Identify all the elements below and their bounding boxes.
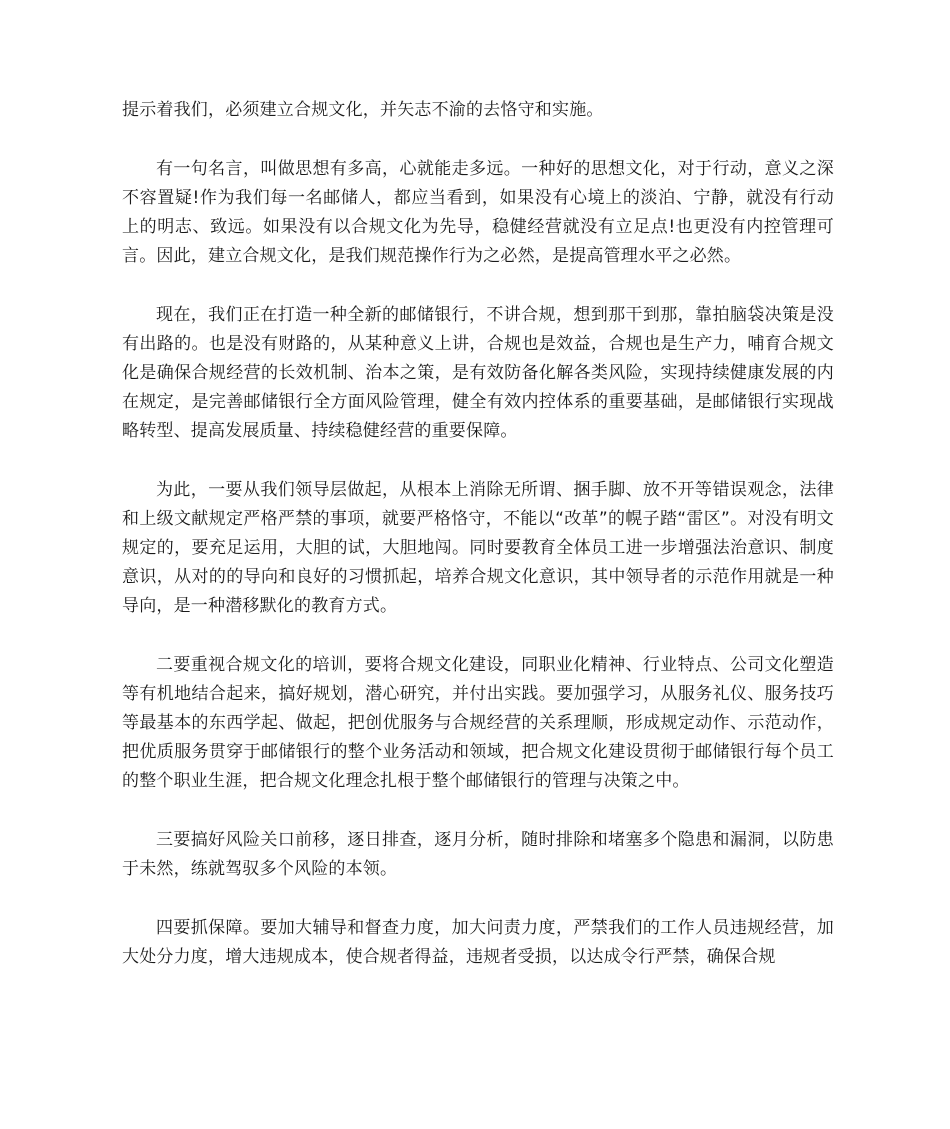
paragraph-continuation: 提示着我们，必须建立合规文化，并矢志不渝的去恪守和实施。: [122, 100, 604, 120]
document-body: [122, 96, 834, 1002]
paragraph-compliance-culture-thinking: 有一句名言，叫做思想有多高，心就能走多远。一种好的思想文化，对于行动，意义之深不容置疑!作为我们每一名邮储人，都应当看到，如果没有心境上的淡泊、宁静，就没有行动上的明志、致远。如果没有以合规文化为先导，稳健经营就没有立足点!也更没有内控管理可言。因此，建立合规文化，是我们规范操作行为之必然，是提高管理水平之必然。: [122, 159, 834, 266]
paragraph-risk-prevention: 三要搞好风险关口前移，逐日排查，逐月分析，随时排除和堵塞多个隐患和漏洞，以防患于未然，练就驾驭多个风险的本领。: [122, 830, 834, 879]
paragraph-guarantee: 四要抓保障。要加大辅导和督查力度，加大问责力度，严禁我们的工作人员违规经营，加大处分力度，增大违规成本，使合规者得益，违规者受损，以达成令行严禁，确保合规: [122, 918, 834, 967]
paragraph-training: 二要重视合规文化的培训，要将合规文化建设，同职业化精神、行业特点、公司文化塑造等有机地结合起来，搞好规划，潜心研究，并付出实践。要加强学习，从服务礼仪、服务技巧等最基本的东西学起、做起，把创优服务与合规经营的关系理顺，形成规定动作、示范动作，把优质服务贯穿于邮储银行的整个业务活动和领域，把合规文化建设贯彻于邮储银行每个员工的整个职业生涯，把合规文化理念扎根于整个邮储银行的管理与决策之中。: [122, 655, 834, 791]
paragraph-leadership-first: 为此，一要从我们领导层做起，从根本上消除无所谓、捆手脚、放不开等错误观念，法律和上级文献规定严格严禁的事项，就要严格恪守，不能以“改革”的幌子踏“雷区”。对没有明文规定的，要充足运用，大胆的试，大胆地闯。同时要教育全体员工进一步增强法治意识、制度意识，从对的的导向和良好的习惯抓起，培养合规文化意识，其中领导者的示范作用就是一种导向，是一种潜移默化的教育方式。: [122, 480, 834, 616]
paragraph-new-postal-bank: 现在，我们正在打造一种全新的邮储银行，不讲合规，想到那干到那，靠拍脑袋决策是没有出路的。也是没有财路的，从某种意义上讲，合规也是效益，合规也是生产力，哺育合规文化是确保合规经营的长效机制、治本之策，是有效防备化解各类风险，实现持续健康发展的内在规定，是完善邮储银行全方面风险管理，健全有效内控体系的重要基础，是邮储银行实现战略转型、提高发展质量、持续稳健经营的重要保障。: [122, 305, 834, 441]
